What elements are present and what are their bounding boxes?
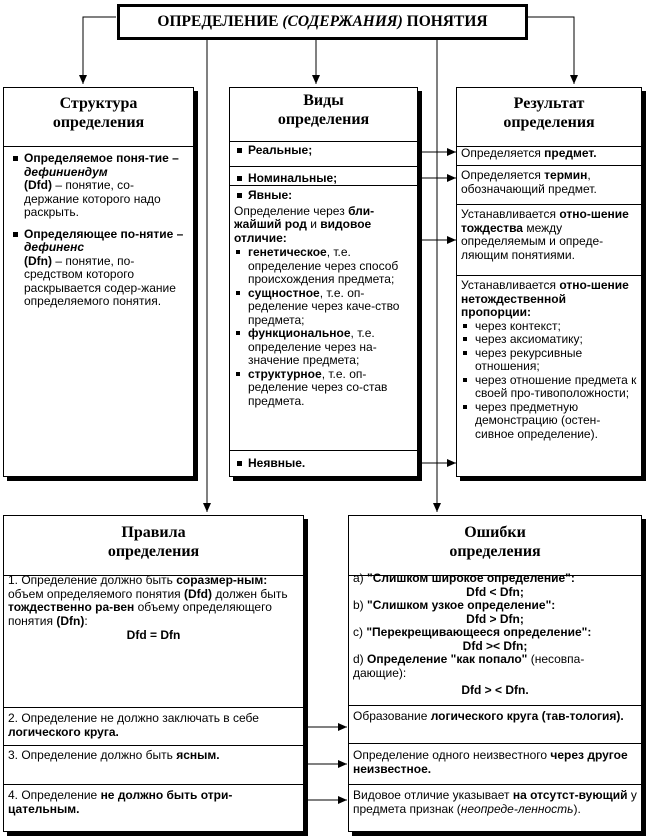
result-header: Результат определения bbox=[457, 88, 641, 147]
result-nonidentity: Устанавливается отно-шение нетождественной пропорции: через контекст; через аксиоматику; через рекурсивные отношения; через отношение предмета к своей про-тивоположности; через предметную демонстрацию (остен-сивное определение). bbox=[457, 275, 641, 442]
structure-header: Структура определения bbox=[4, 88, 193, 147]
error-too-wide: a) "Слишком широкое определение": bbox=[353, 571, 575, 585]
result-identity: Устанавливается отно-шение тождества между определяемым и опреде-ляющим понятиями. bbox=[457, 204, 641, 263]
errors-header: Ошибки определения bbox=[349, 516, 641, 576]
kinds-subtype: структурное, т.е. оп-ределение через со-став предмета. bbox=[234, 368, 413, 409]
rules-formula: Dfd = Dfn bbox=[126, 628, 181, 642]
result-method: через отношение предмета к своей про-тивоположности; bbox=[461, 374, 637, 401]
arrow-title-result bbox=[528, 17, 574, 84]
result-method: через предметную демонстрацию (остен-сивное определение). bbox=[461, 401, 637, 442]
rules-no-circle: 2. Определение не должно заключать в себе логического круга. bbox=[4, 707, 303, 740]
error-formula: Dfd >< Dfn; bbox=[462, 638, 528, 653]
rules-box bbox=[3, 515, 304, 832]
error-formula: Dfd < Dfn; bbox=[466, 584, 524, 599]
structure-body bbox=[4, 152, 193, 309]
kinds-subtype: генетическое, т.е. определение через способ происхождения предмета; bbox=[234, 246, 413, 287]
result-box bbox=[456, 87, 642, 477]
kinds-implicit: Неявные. bbox=[230, 450, 417, 472]
kinds-nominal: Номинальные; bbox=[230, 166, 417, 187]
rules-header: Правила определения bbox=[4, 516, 303, 576]
arrow-title-structure bbox=[83, 17, 116, 84]
title-main: ОПРЕДЕЛЕНИЕ bbox=[157, 13, 283, 30]
error-unknown: Определение одного неизвестного через другое неизвестное. bbox=[349, 743, 641, 777]
result-term: Определяется термин, обозначающий предмет. bbox=[457, 165, 641, 197]
rules-clear: 3. Определение должно быть ясным. bbox=[4, 745, 303, 764]
structure-item: Определяемое поня-тие – дефиниендум (Dfd) – понятие, со-держание которого надо раскрыть. bbox=[10, 152, 189, 220]
kinds-explicit-intro: Определение через бли-жайший род и видовое отличие: bbox=[234, 203, 375, 245]
structure-box bbox=[3, 87, 194, 477]
title-italic: (СОДЕРЖАНИЯ) bbox=[282, 13, 403, 30]
result-subject: Определяется предмет. bbox=[461, 146, 597, 160]
result-method: через рекурсивные отношения; bbox=[461, 347, 637, 374]
result-method: через аксиоматику; bbox=[461, 333, 637, 347]
kinds-real: Реальные; bbox=[230, 139, 417, 166]
kinds-subtype: функциональное, т.е. определение через на-значение предмета; bbox=[234, 327, 413, 368]
error-random: d) Определение "как попало" (несовпа-дающие): bbox=[353, 652, 585, 680]
errors-list bbox=[349, 571, 641, 699]
error-too-narrow: b) "Слишком узкое определение": bbox=[353, 598, 556, 612]
title-box bbox=[117, 4, 528, 40]
rules-not-negative: 4. Определение не должно быть отри-цательным. bbox=[4, 784, 303, 817]
kinds-subtype: сущностное, т.е. оп-ределение через каче-ство предмета; bbox=[234, 287, 413, 328]
error-formula: Dfd > < Dfn. bbox=[461, 683, 529, 697]
error-circle: Образование логического круга (тав-тология). bbox=[349, 705, 641, 725]
kinds-box bbox=[229, 87, 418, 477]
error-crossing: c) "Перекрещивающееся определение": bbox=[353, 625, 592, 639]
kinds-explicit: Явные: Определение через бли-жайший род и видовое отличие: генетическое, т.е. определение через способ происхождения предмета; сущностное, т.е. оп-ределение через каче-ство предмета; функциональное, т.е. определение через на-значение предмета; структурное, т.е. оп-ределение через со-став предмета. bbox=[230, 185, 417, 409]
result-method: через контекст; bbox=[461, 320, 637, 334]
kinds-header: Виды определения bbox=[230, 88, 417, 142]
structure-item: Определяющее по-нятие – дефиненс (Dfn) – понятие, по-средством которого раскрывается содер-жание определяемого понятия. bbox=[10, 228, 189, 309]
error-negative: Видовое отличие указывает на отсутст-вующий у предмета признак (неопреде-ленность). bbox=[349, 784, 641, 817]
error-formula: Dfd > Dfn; bbox=[466, 611, 524, 626]
title-tail: ПОНЯТИЯ bbox=[402, 13, 488, 30]
rules-proportionate: 1. Определение должно быть соразмер-ным: объем определяемого понятия (Dfd) должен быть тождественно ра-вен объему определяющего понятия (Dfn): Dfd = Dfn bbox=[4, 573, 303, 644]
errors-box bbox=[348, 515, 642, 832]
